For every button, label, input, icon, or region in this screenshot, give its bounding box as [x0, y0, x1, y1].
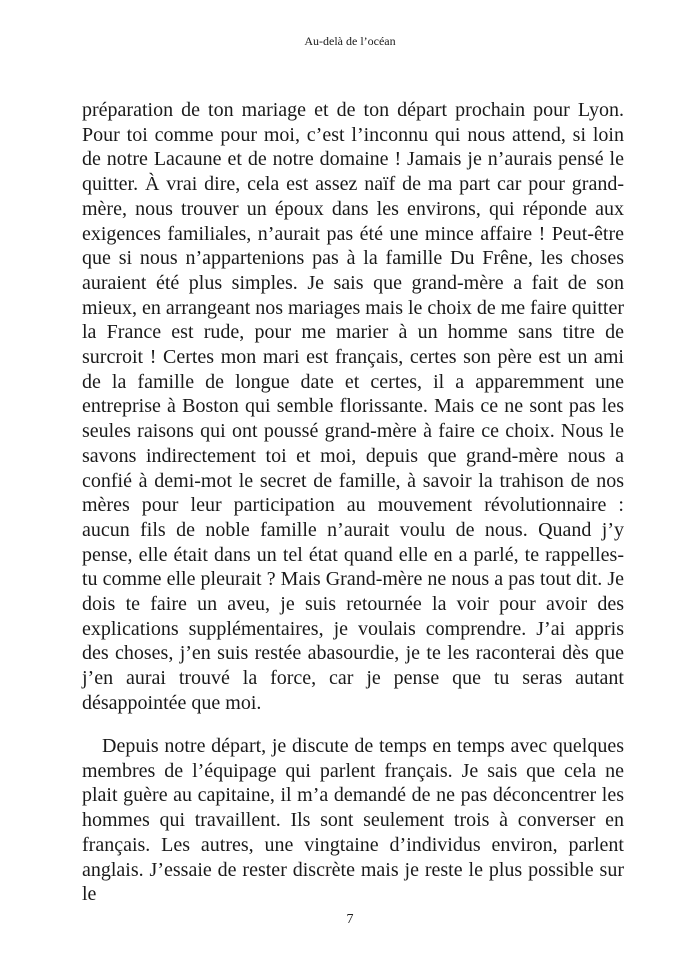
running-header: Au-delà de l’océan	[304, 34, 396, 48]
main-text	[82, 98, 624, 716]
paragraph: préparation de ton mariage et de ton départ prochain pour Lyon. Pour toi comme pour moi, c’est l’inconnu qui nous attend, si loin de notre Lacaune et de notre domaine ! Jamais je n’aurais pensé le quitter. À vrai dire, cela est assez naïf de ma part car pour grand-mère, nous trouver un époux dans les environs, qui réponde aux exigences familiales, n’aurait pas été une mince affaire ! Peut-être que si nous n’appartenions pas à la famille Du Frêne, les choses auraient été plus simples. Je sais que grand-mère a fait de son mieux, en arrangeant nos mariages mais le choix de me faire quitter la France est rude, pour me marier à un homme sans titre de surcroit ! Certes mon mari est français, certes son père est un ami de la famille de longue date et certes, il a apparemment une entreprise à Boston qui semble florissante. Mais ce ne sont pas les seules raisons qui ont poussé grand-mère à faire ce choix. Nous le savons indirectement toi et moi, depuis que grand-mère nous a confié à demi-mot le secret de famille, à savoir la trahison de nos mères pour leur participation au mouvement révolutionnaire : aucun fils de noble famille n’aurait voulu de nous. Quand j’y pense, elle était dans un tel état quand elle en a parlé, te rappelles-tu comme elle pleurait ? Mais Grand-mère ne nous a pas tout dit. Je dois te faire un aveu, je suis retournée la voir pour avoir des explications supplémentaires, je voulais comprendre. J’ai appris des choses, j’en suis restée abasourdie, je te les raconterai dès que j’en aurai trouvé la force, car je pense que tu seras autant désappointée que moi.	[82, 99, 625, 714]
page-number: 7	[346, 912, 354, 927]
paragraph: Depuis notre départ, je discute de temps en temps avec quelques membres de l’équipage qui parlent français. Je sais que cela ne plait guère au capitaine, il m’a demandé de ne pas déconcentrer les hommes qui travaillent. Ils sont seulement trois à converser en français. Les autres, une vingtaine d’individus environ, parlent anglais. J’essaie de rester discrète mais je reste le plus possible sur le	[82, 735, 624, 906]
